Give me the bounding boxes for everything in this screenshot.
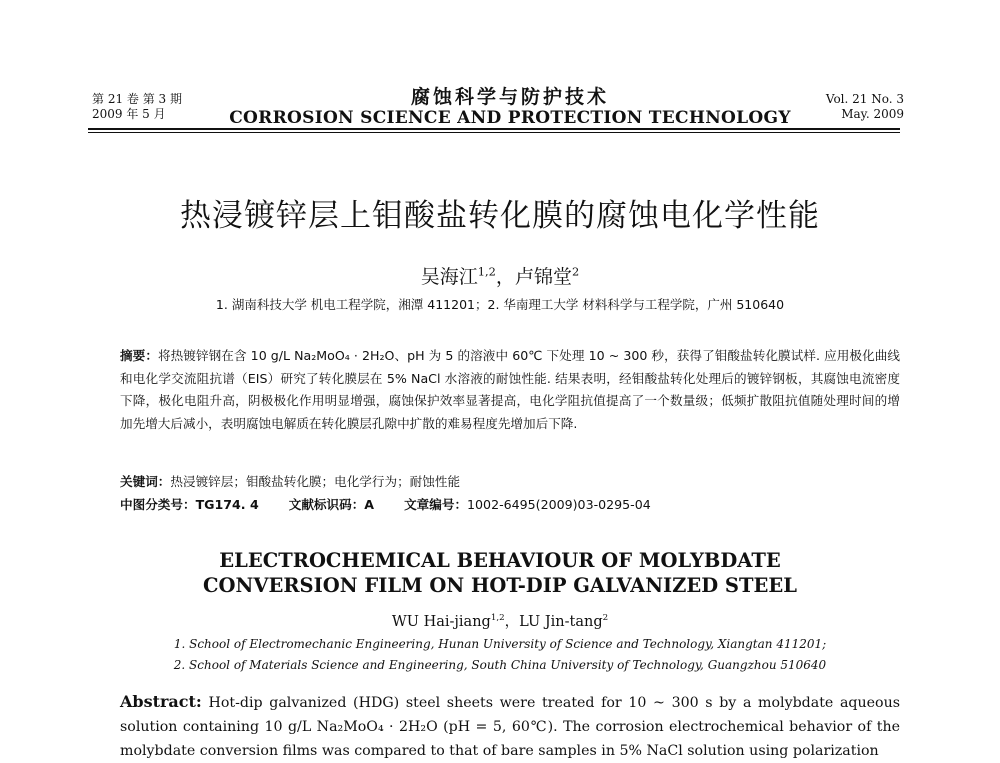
clc-label: 中图分类号： <box>120 497 196 512</box>
authors-en <box>80 610 920 631</box>
author-separator: ， <box>504 614 520 630</box>
abstract-label-en: Abstract: <box>120 692 202 711</box>
journal-masthead <box>200 86 820 128</box>
abstract-en <box>120 690 900 763</box>
affiliation-en <box>80 634 920 676</box>
classification-line <box>120 494 900 517</box>
volume-en: Vol. 21 No. 3 <box>825 92 904 106</box>
affiliation-en-2 <box>80 655 920 676</box>
author-name: 吴海江 <box>420 266 478 288</box>
affiliation-en-1-text: 1. School of Electromechanic Engineering, Hunan University of Science and Technology, Xiangtan 411201; <box>173 637 827 651</box>
author-separator: ， <box>495 266 515 288</box>
paper-title-en <box>80 548 920 598</box>
author-name: 卢锦堂 <box>514 266 572 288</box>
paper-title-en-line2: CONVERSION FILM ON HOT-DIP GALVANIZED STEEL <box>203 574 797 597</box>
clc-value: TG174. 4 <box>195 497 259 512</box>
paper-title-cn: 热浸镀锌层上钼酸盐转化膜的腐蚀电化学性能 <box>180 198 820 234</box>
keywords-text-cn: 热浸镀锌层；钼酸盐转化膜；电化学行为；耐蚀性能 <box>170 474 461 489</box>
abstract-text-cn: 将热镀锌钢在含 10 g/L Na₂MoO₄ · 2H₂O、pH 为 5 的溶液中 60℃ 下处理 10 ~ 300 秒，获得了钼酸盐转化膜试样. 应用极化曲线和电化学交流阻抗谱（EIS）研究了转化膜层在 5% NaCl 水溶液的耐蚀性能. 结果表明，经钼酸盐转化处理后的镀锌钢板，其腐蚀电流密度下降，极化电阻升高，阴极极化作用明显增强，腐蚀保护效率显著提高，电化学阻抗值提高了一个数量级；低频扩散阻抗值随处理时间的增加先增大后减小，表明腐蚀电解质在转化膜层孔隙中扩散的难易程度先增加后下降. <box>120 348 900 431</box>
header-rule-thick <box>88 128 900 130</box>
authors-cn <box>80 262 920 289</box>
journal-title-cn: 腐蚀科学与防护技术 <box>410 86 609 108</box>
author-name: LU Jin-tang <box>519 614 603 630</box>
author-affil-mark: 2 <box>602 613 609 624</box>
affiliation-en-2-text: 2. School of Materials Science and Engineering, South China University of Technology, Guangzhou 510640 <box>173 658 827 672</box>
volume-cn: 第 21 卷 第 3 期 <box>92 92 182 106</box>
keywords-label-cn: 关键词： <box>120 474 171 489</box>
journal-title-en: CORROSION SCIENCE AND PROTECTION TECHNOLOGY <box>229 108 791 128</box>
abstract-text-en: Hot-dip galvanized (HDG) steel sheets were treated for 10 ~ 300 s by a molybdate aqueous solution containing 10 g/L Na₂MoO₄ · 2H₂O (pH = 5, 60℃). The corrosion electrochemical behavior of the molybdate conversion films was compared to that of bare samples in 5% NaCl solution using polarization <box>120 695 900 759</box>
document-code <box>289 497 374 512</box>
author-affil-mark: 2 <box>571 264 580 279</box>
issue-info-cn <box>92 92 182 122</box>
author-affil-mark: 1,2 <box>477 264 496 279</box>
article-value: 1002-6495(2009)03-0295-04 <box>467 497 651 512</box>
affiliation-en-1 <box>80 634 920 655</box>
paper-title-en-line1: ELECTROCHEMICAL BEHAVIOUR OF MOLYBDATE <box>219 549 781 572</box>
author-affil-mark: 1,2 <box>490 613 505 624</box>
keywords-cn <box>120 471 900 494</box>
date-cn: 2009 年 5 月 <box>92 107 166 121</box>
article-number <box>404 497 677 512</box>
doc-label: 文献标识码： <box>288 497 365 512</box>
doc-value: A <box>364 497 375 512</box>
date-en: May. 2009 <box>841 107 904 121</box>
header-rule-thin <box>88 132 900 133</box>
abstract-cn <box>120 345 900 435</box>
article-label: 文章编号： <box>404 497 468 512</box>
clc-number <box>120 497 259 512</box>
author-name: WU Hai-jiang <box>391 614 491 630</box>
abstract-label-cn: 摘要： <box>120 348 158 363</box>
affiliation-cn: 1. 湖南科技大学 机电工程学院，湘潭 411201；2. 华南理工大学 材料科学与工程学院，广州 510640 <box>215 297 785 312</box>
issue-info-en <box>826 92 904 122</box>
